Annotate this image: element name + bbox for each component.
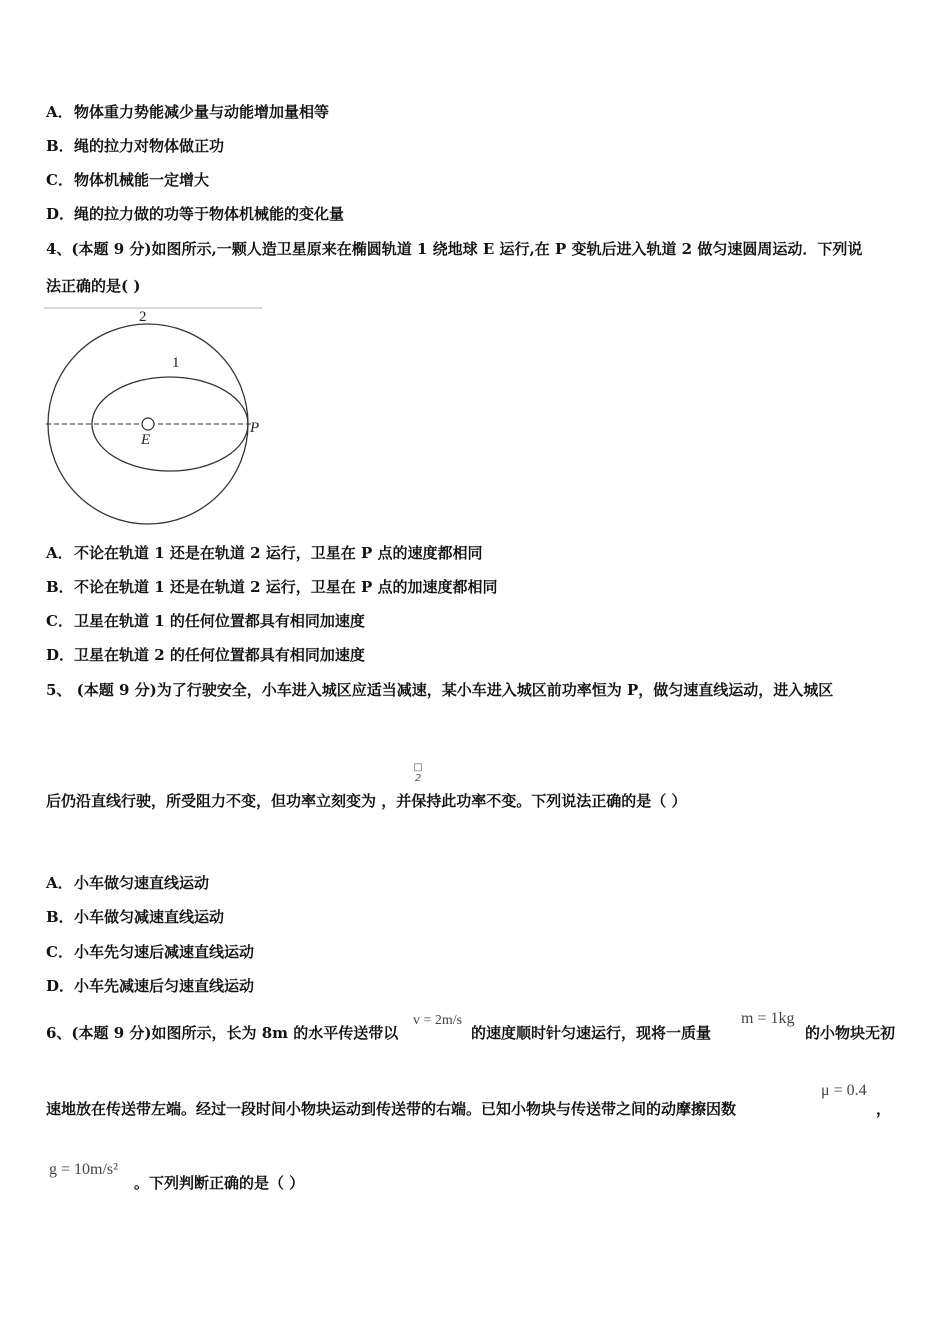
q4-option-a: A．不论在轨道 1 还是在轨道 2 运行，卫星在 P 点的速度都相同 [46,544,483,562]
q6-stem-line1b: 的速度顺时针匀速运行，现将一质量 [471,1024,712,1042]
q3-option-a: A．物体重力势能减少量与动能增加量相等 [46,103,330,121]
q4-stem-line2: 法正确的是( ) [46,277,141,295]
q4-option-c: C．卫星在轨道 1 的任何位置都具有相同加速度 [46,612,365,630]
q3-option-d: D．绳的拉力做的功等于物体机械能的变化量 [46,205,345,223]
q6-stem-line3: 。下列判断正确的是（ ） [134,1174,305,1192]
q6-stem-line2a: 速地放在传送带左端。经过一段时间小物块运动到传送带的右端。已知小物块与传送带之间的动摩擦因数 [46,1100,737,1118]
label-point-p: P [250,420,260,436]
q4-option-b: B．不论在轨道 1 还是在轨道 2 运行，卫星在 P 点的加速度都相同 [46,578,498,596]
fraction-numerator: □ [413,762,423,773]
q4-option-d: D．卫星在轨道 2 的任何位置都具有相同加速度 [46,646,365,664]
q5-option-c: C．小车先匀速后减速直线运动 [46,943,255,961]
q5-option-d: D．小车先减速后匀速直线运动 [46,977,255,995]
label-orbit-1: 1 [172,355,180,371]
q5-option-b: B．小车做匀减速直线运动 [46,908,225,926]
q3-option-b: B．绳的拉力对物体做正功 [46,137,225,155]
q6-math-mass: m = 1kg [741,1010,795,1027]
label-orbit-2: 2 [139,309,147,325]
q6-math-velocity: v = 2m/s [413,1013,463,1028]
earth-marker [142,418,154,430]
q6-stem-line2b: ， [876,1100,892,1118]
q6-stem-line1a: 6、(本题 9 分)如图所示，长为 8m 的水平传送带以 [46,1024,399,1042]
fraction-denominator: 2 [414,773,422,784]
q5-stem-line2: 后仍沿直线行驶，所受阻力不变，但功率立刻变为 ，并保持此功率不变。下列说法正确的是（ ） [46,792,687,810]
q5-option-a: A．小车做匀速直线运动 [46,874,210,892]
q6-math-friction: μ = 0.4 [821,1082,867,1099]
q6-stem-line1c: 的小物块无初 [805,1024,896,1042]
q3-option-c: C．物体机械能一定增大 [46,171,210,189]
q4-stem-line1: 4、(本题 9 分)如图所示,一颗人造卫星原来在椭圆轨道 1 绕地球 E 运行,在 P 变轨后进入轨道 2 做匀速圆周运动．下列说 [46,240,863,258]
q5-stem-line1: 5、 (本题 9 分)为了行驶安全，小车进入城区应适当减速，某小车进入城区前功率恒为 P，做匀速直线运动，进入城区 [46,681,834,699]
q5-power-fraction [411,762,425,784]
q6-math-gravity: g = 10m/s² [49,1161,118,1178]
orbit-figure [40,304,270,528]
label-earth: E [141,432,151,448]
